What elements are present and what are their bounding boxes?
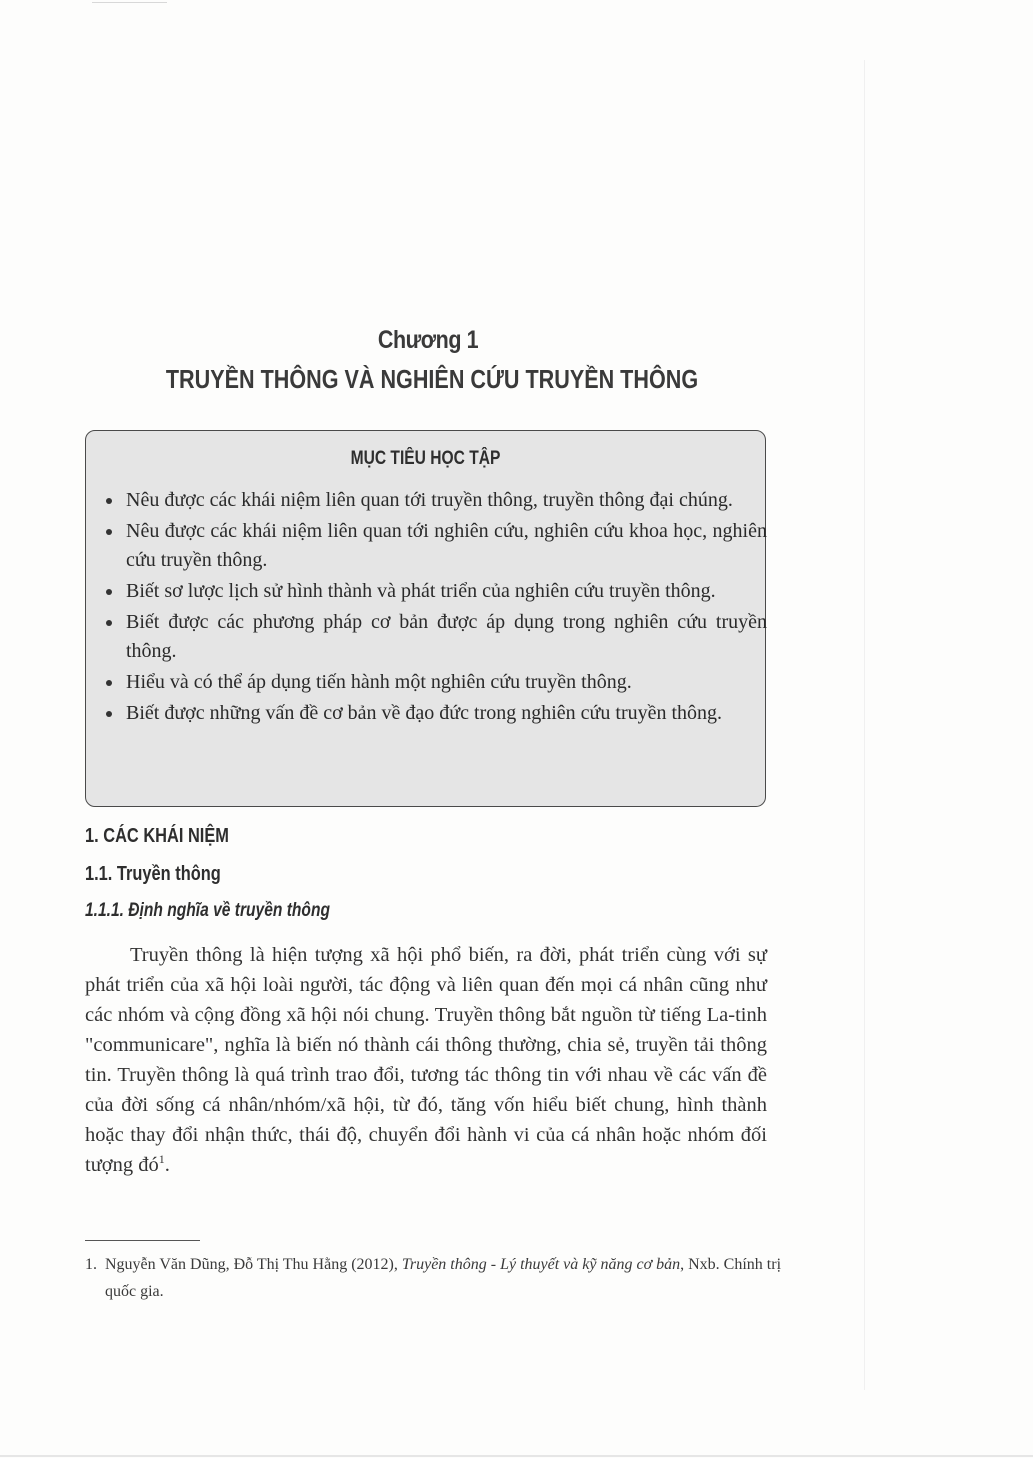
footnote-book-title: Truyền thông - Lý thuyết và kỹ năng cơ bản xyxy=(401,1256,681,1273)
section-heading-1-1: 1.1. Truyền thông xyxy=(85,863,221,885)
scan-artifact-bottom xyxy=(0,1455,1033,1457)
section-heading-1: 1. CÁC KHÁI NIỆM xyxy=(85,825,229,847)
scan-artifact-top xyxy=(92,2,167,3)
objective-item: Nêu được các khái niệm liên quan tới truyền thông, truyền thông đại chúng. xyxy=(86,486,765,515)
section-heading-1-1-1: 1.1.1. Định nghĩa về truyền thông xyxy=(85,900,330,921)
footnote-authors: Nguyễn Văn Dũng, Đỗ Thị Thu Hằng (2012), xyxy=(105,1256,398,1273)
footnote-divider xyxy=(85,1240,200,1241)
body-paragraph: Truyền thông là hiện tượng xã hội phổ biến, ra đời, phát triển cùng với sự phát triển của xã hội loài người, tác động và liên quan đến mọi cá nhân cũng như các nhóm và cộng đồng xã hội nói chung. Truyền thông bắt nguồn từ tiếng La-tinh "communicare", nghĩa là biến nó thành cái thông thường, chia sẻ, truyền tải thông tin. Truyền thông là quá trình trao đổi, tương tác thông tin với nhau về các vấn đề của đời sống cá nhân/nhóm/xã hội, từ đó, tăng vốn hiểu biết chung, hình thành hoặc thay đổi nhận thức, thái độ, chuyển đổi hành vi của cá nhân hoặc nhóm đối tượng $đó^1$. xyxy=(85,944,767,1176)
footnote-publisher: , Nxb. Chính trị quốc gia. xyxy=(105,1256,782,1300)
scan-artifact-edge xyxy=(864,60,865,1390)
footnote-reference[interactable]: 1 xyxy=(158,1152,165,1167)
objectives-title: MỤC TIÊU HỌC TẬP xyxy=(350,448,501,469)
objective-item: Nêu được các khái niệm liên quan tới nghiên cứu, nghiên cứu khoa học, nghiên cứu truyền thông. xyxy=(86,517,765,575)
objectives-list xyxy=(86,486,765,730)
footnote xyxy=(85,1251,785,1305)
objective-item: Hiểu và có thể áp dụng tiến hành một nghiên cứu truyền thông. xyxy=(86,668,765,697)
chapter-title: TRUYỀN THÔNG VÀ NGHIÊN CỨU TRUYỀN THÔNG xyxy=(165,364,699,394)
objective-item: Biết được những vấn đề cơ bản về đạo đức trong nghiên cứu truyền thông. xyxy=(86,699,765,728)
chapter-number: Chương 1 xyxy=(377,326,479,354)
objective-item: Biết được các phương pháp cơ bản được áp dụng trong nghiên cứu truyền thông. xyxy=(86,608,765,666)
footnote-number: 1. xyxy=(85,1256,97,1273)
learning-objectives-box xyxy=(85,430,766,807)
objective-item: Biết sơ lược lịch sử hình thành và phát triển của nghiên cứu truyền thông. xyxy=(86,577,765,606)
